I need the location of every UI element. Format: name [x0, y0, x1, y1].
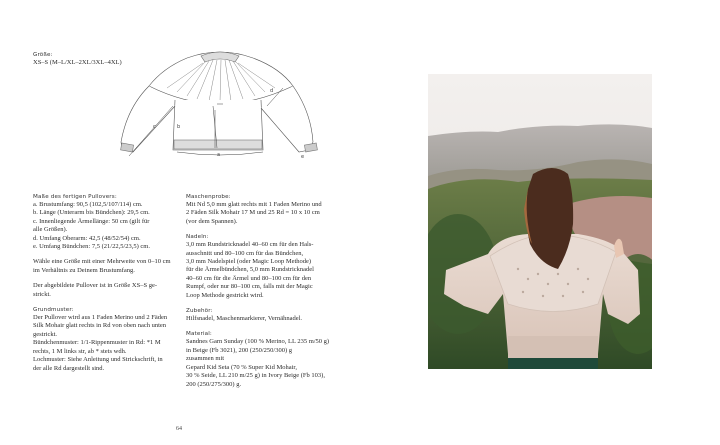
- label-c: c: [153, 124, 156, 130]
- material-line: zusammen mit: [186, 355, 225, 363]
- gauge-line: (vor dem Spannen).: [186, 217, 238, 225]
- photo-illustration: [428, 74, 652, 369]
- shown-note-line: Der abgebildete Pullover ist in Größe XS–S ge-: [33, 282, 158, 290]
- measurements-label: Maße des fertigen Pullovers:: [33, 194, 117, 200]
- material-label: Material:: [186, 331, 212, 338]
- pattern-line: rechts, 1 M links str, ab * stets wdh.: [33, 347, 127, 355]
- page-number: 64: [176, 426, 182, 432]
- needles-line: für die Ärmelbündchen, 5,0 mm Rundstricknadel: [186, 266, 314, 274]
- pattern-label: Grundmuster:: [33, 307, 74, 314]
- gauge-line: Mit Nd 5,0 mm glatt rechts mit 1 Faden Merino und: [186, 201, 322, 208]
- accessories-label: Zubehör:: [186, 308, 213, 315]
- label-d: d: [270, 88, 274, 94]
- size-note-line: Wähle eine Größe mit einer Mehrweite von 0–10 cm: [33, 258, 171, 266]
- measurement-item-b: b. Länge (Unterarm bis Bündchen): 29,5 cm.: [33, 209, 150, 217]
- gauge-line: 2 Fäden Silk Mohair 17 M und 25 Rd = 10 x 10 cm: [186, 209, 320, 217]
- measurement-item-e: e. Umfang Bündchen: 7,5 (21/22,5/23,5) cm.: [33, 243, 150, 251]
- sweater-schematic-diagram: [115, 48, 325, 160]
- measurement-item-c: c. Innenliegende Ärmellänge: 50 cm (gilt für: [33, 217, 150, 225]
- needles-line: 3,0 mm Rundstricknadel 40–60 cm für den Hals-: [186, 241, 314, 249]
- size-label: Größe:: [33, 52, 53, 58]
- measurement-item-d: d. Umfang Oberarm: 42,5 (48/52/54) cm.: [33, 234, 141, 242]
- size-value: XS–S (M–L/XL–2XL/3XL–4XL): [33, 59, 122, 66]
- shown-note-line: strickt.: [33, 290, 51, 298]
- needles-label: Nadeln:: [186, 234, 209, 241]
- needles-line: Loop Methode gestrickt wird.: [186, 291, 264, 299]
- pattern-line: Silk Mohair glatt rechts in Rd von oben nach unten: [33, 322, 167, 330]
- label-e: e: [301, 154, 305, 160]
- needles-line: 40–60 cm für die Ärmel und 80–100 cm für den: [186, 274, 312, 282]
- material-line: 30 % Seide, LL 210 m/25 g) in Ivory Beige (Fb 103),: [186, 372, 325, 380]
- pattern-line: Bündchenmuster: 1/1-Rippenmuster in Rd: *1 M: [33, 339, 161, 347]
- measurement-item-a: a. Brustumfang: 90,5 (102,5/107/114) cm.: [33, 201, 143, 208]
- pattern-line: der alle Rd dargestellt sind.: [33, 364, 105, 372]
- right-column: [186, 193, 336, 389]
- pattern-line: gestrickt.: [33, 330, 58, 338]
- measurement-item-c-cont: alle Größen).: [33, 226, 68, 234]
- left-column: [33, 193, 183, 373]
- label-a: a: [217, 152, 221, 158]
- needles-line: ausschnitt und 80–100 cm für das Bündchen,: [186, 249, 304, 257]
- pattern-line: Der Pullover wird aus 1 Faden Merino und 2 Fäden: [33, 314, 168, 322]
- material-line: 200 (250/275/300) g.: [186, 380, 242, 388]
- material-line: Sandnes Garn Sunday (100 % Merino, LL 235 m/50 g): [186, 338, 330, 346]
- pattern-line: Lochmuster: Siehe Anleitung und Strickschrift, in: [33, 356, 163, 364]
- needles-line: 3,0 mm Nadelspiel (oder Magic Loop Methode): [186, 258, 312, 266]
- size-note-line: im Verhältnis zu Deinem Brustumfang.: [33, 266, 135, 274]
- needles-line: Rumpf, oder nur 80–100 cm, falls mit der Magic: [186, 283, 313, 291]
- size-section: [33, 51, 122, 67]
- material-line: in Beige (Fb 3021), 200 (250/250/300) g: [186, 346, 292, 354]
- material-line: Gepard Kid Seta (70 % Super Kid Mohair,: [186, 363, 297, 371]
- model-photo: [428, 74, 652, 369]
- label-b: b: [177, 124, 181, 130]
- accessories-line: Hilfsnadel, Maschenmarkierer, Vernähnadel.: [186, 315, 303, 323]
- gauge-label: Maschenprobe:: [186, 194, 231, 200]
